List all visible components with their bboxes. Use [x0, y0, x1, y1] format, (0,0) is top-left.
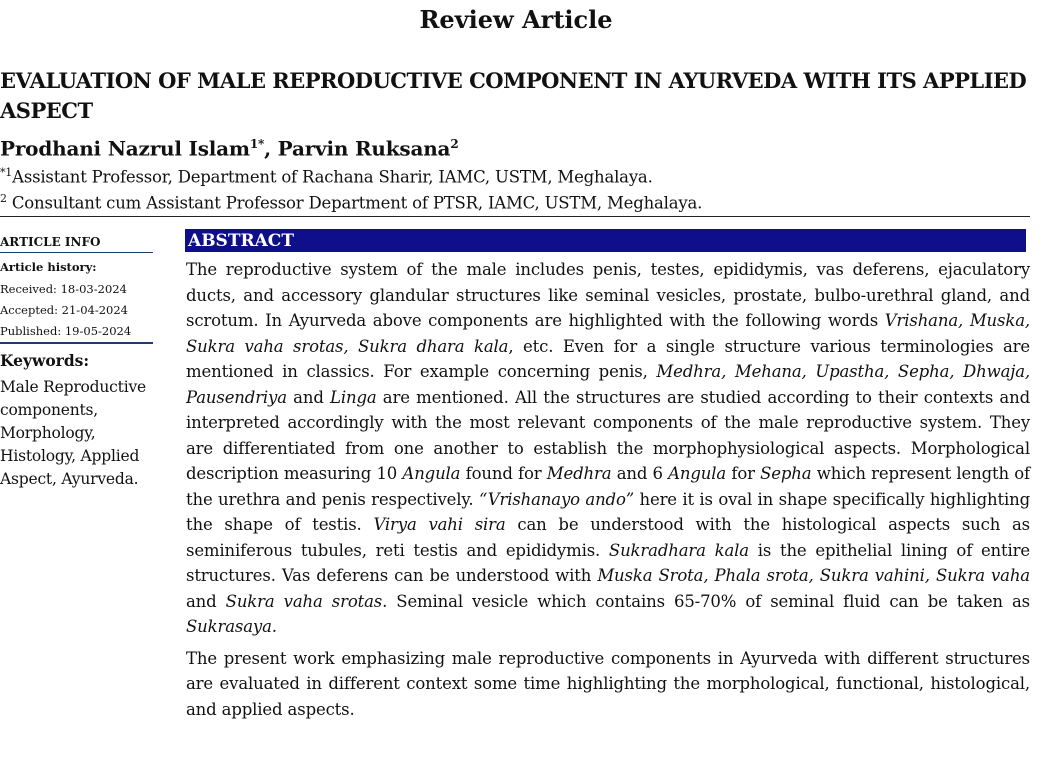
- abstract-text-run: . Seminal vesicle which contains 65-70% of seminal fluid can be taken as: [382, 591, 1030, 611]
- affiliation-1: [0, 161, 653, 190]
- header-divider: [0, 216, 1030, 217]
- affiliation-text: Consultant cum Assistant Professor Department of PTSR, IAMC, USTM, Meghalaya.: [6, 193, 703, 213]
- abstract-italic-term: Muska Srota, Phala srota, Sukra vahini, Sukra vaha: [597, 566, 1030, 585]
- abstract-text-run: are mentioned. All the structures are studied according to their contexts and interpreted accordingly with the most relevant components of the male reproductive system. They are differentiated from one another to establish the morphophysiological aspects. Morphological description measuring 10: [186, 387, 1030, 483]
- abstract-text-run: and 6: [611, 464, 669, 483]
- abstract-text-run: and: [186, 591, 226, 611]
- keywords-list: Male Reproductive components, Morphology, Histology, Applied Aspect, Ayurveda.: [0, 378, 146, 488]
- author-affiliation-mark: 2: [450, 137, 459, 151]
- abstract-italic-term: Sukra vaha srotas: [225, 591, 383, 611]
- abstract-text-run: which represent length of the urethra and penis respectively.: [186, 464, 1031, 509]
- abstract-text-run: here it is oval in shape specifically highlighting the shape of testis.: [186, 489, 1030, 534]
- article-history-label: Article history:: [0, 260, 97, 274]
- abstract-italic-term: Angula: [668, 464, 727, 483]
- abstract-text-run: for: [726, 464, 761, 483]
- abstract-italic-term: Medhra, Mehana, Upastha, Sepha, Dhwaja, Pausendriya: [186, 362, 1031, 407]
- author-affiliation-mark: 1*: [249, 137, 265, 151]
- published-date: Published: 19-05-2024: [0, 324, 132, 338]
- abstract-text-run: , etc. Even for a single structure various terminologies are mentioned in classics. For example concerning penis,: [186, 336, 1030, 381]
- abstract-paragraph: The present work emphasizing male reproductive components in Ayurveda with different structures are evaluated in different context some time highlighting the morphological, functional, histological, and applied aspects.: [186, 648, 1030, 719]
- received-date: Received: 18-03-2024: [0, 282, 127, 296]
- abstract-italic-term: “Vrishanayo ando”: [478, 489, 635, 509]
- abstract-text-run: can be understood with the histological aspects such as seminiferous tubules, reti testis and epididymis.: [186, 515, 1030, 560]
- abstract-italic-term: Virya vahi sira: [373, 515, 506, 534]
- abstract-italic-term: Angula: [402, 464, 461, 483]
- abstract-text-run: and: [286, 387, 331, 407]
- author-separator: ,: [264, 136, 278, 161]
- abstract-italic-term: Vrishana, Muska, Sukra vaha srotas, Sukra dhara kala: [186, 311, 1030, 356]
- abstract-italic-term: Medhra: [546, 464, 612, 483]
- author-name: Prodhani Nazrul Islam: [0, 136, 250, 161]
- abstract-text-run: found for: [460, 464, 547, 483]
- abstract-paragraph: [186, 257, 1030, 640]
- article-type-heading: Review Article: [419, 5, 613, 34]
- abstract-text-run: is the epithelial lining of entire structures. Vas deferens can be understood with: [186, 540, 1030, 585]
- abstract-italic-term: Sukrasaya.: [186, 617, 277, 636]
- article-info-heading: ARTICLE INFO: [0, 235, 153, 253]
- keywords-heading: Keywords:: [0, 351, 90, 370]
- article-title: EVALUATION OF MALE REPRODUCTIVE COMPONENT IN AYURVEDA WITH ITS APPLIED ASPECT: [0, 68, 1027, 123]
- abstract-italic-term: Linga: [330, 387, 377, 407]
- author-line: [0, 130, 458, 163]
- article-info-divider: [0, 342, 153, 344]
- affiliation-text: Assistant Professor, Department of Rachana Sharir, IAMC, USTM, Meghalaya.: [12, 167, 653, 187]
- abstract-heading: ABSTRACT: [185, 229, 1026, 252]
- abstract-italic-term: Sukradhara kala: [608, 540, 749, 560]
- affiliation-mark: *1: [0, 166, 13, 179]
- abstract-body: [186, 257, 1030, 722]
- affiliation-mark: 2: [0, 192, 7, 205]
- accepted-date: Accepted: 21-04-2024: [0, 303, 128, 317]
- abstract-text-run: The reproductive system of the male includes penis, testes, epididymis, vas deferens, ejaculatory ducts, and accessory glandular structures like seminal vesicles, prostate, bulbo-urethral gland, and scrotum. In Ayurveda above components are highlighted with the following words: [186, 260, 1030, 330]
- affiliation-2: [0, 187, 702, 216]
- author-name: Parvin Ruksana: [277, 136, 451, 161]
- abstract-italic-term: Sepha: [760, 464, 812, 483]
